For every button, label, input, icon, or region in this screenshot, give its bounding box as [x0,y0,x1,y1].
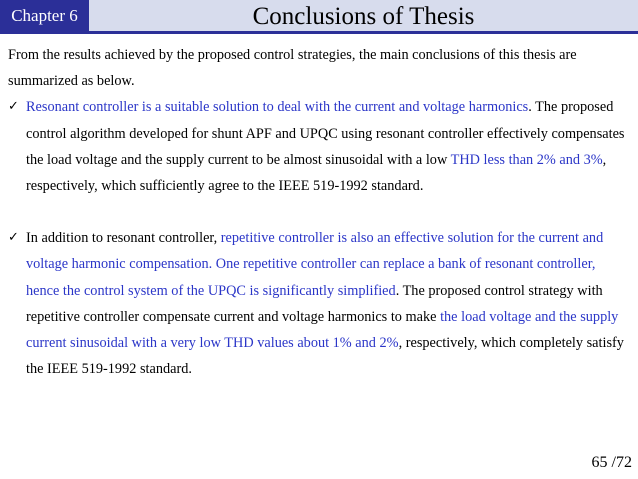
chapter-label: Chapter 6 [0,0,89,31]
bullet-repetitive-controller [8,225,632,382]
paragraph-spacer [8,199,632,225]
bullet-1-thd-highlight: THD less than 2% and 3% [450,151,603,168]
bullet-1-text-end: , respectively, which sufficiently agree to the IEEE 519-1992 standard. [26,151,607,195]
bullet-2-text-end: , respectively, which completely satisfy the IEEE 519-1992 standard. [26,335,624,378]
page-number: 65 /72 [591,454,632,471]
bullet-2-text: In addition to resonant controller, [26,230,221,247]
bullet-2-thd-highlight: the load voltage and the supply current sinusoidal with a very low THD values about 1% and 2% [26,308,619,352]
bullet-2-text-mid: . The proposed control strategy with repetitive controller compensate current and voltage harmonics to make [26,282,603,325]
bullet-2-highlight: repetitive controller is also an effective solution for the current and voltage harmonic compensation. One repetitive controller can replace a bank of resonant controller, hence the control system of the UPQC is significantly simplified [26,230,604,299]
slide-header [0,0,638,33]
bullet-1-text: . The proposed control algorithm developed for shunt APF and UPQC using resonant controller effectively compensates the load voltage and the supply current to be almost sinusoidal with a low [26,99,625,168]
header-divider [0,31,638,34]
check-icon: ✓ [8,230,19,246]
intro-paragraph: From the results achieved by the proposed control strategies, the main conclusions of this thesis are summarized as below. [8,47,577,90]
bullet-resonant-controller [8,94,632,199]
check-icon: ✓ [8,99,19,115]
slide-body [8,42,632,382]
bullet-1-highlight: Resonant controller is a suitable solution to deal with the current and voltage harmonics [26,99,529,116]
slide-title: Conclusions of Thesis [89,0,638,31]
